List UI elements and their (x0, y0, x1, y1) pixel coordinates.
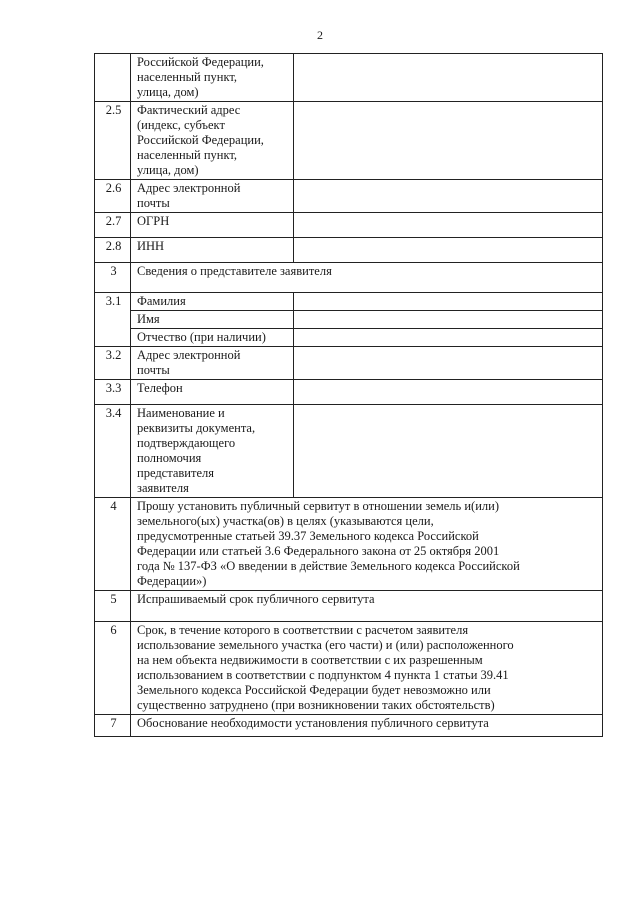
field-label: ОГРН (131, 213, 294, 238)
section-row (95, 263, 603, 293)
table-row (95, 380, 603, 405)
row-number: 4 (95, 498, 131, 591)
section-row (95, 498, 603, 591)
justification-heading: Обоснование необходимости установления публичного сервитута (131, 715, 603, 737)
table-row (95, 311, 603, 329)
field-value[interactable] (294, 54, 603, 102)
field-value[interactable] (294, 213, 603, 238)
table-row (95, 213, 603, 238)
table-row (95, 102, 603, 180)
field-value[interactable] (294, 102, 603, 180)
field-label: Наименование и реквизиты документа, подтверждающего полномочия представителя заявителя (131, 405, 294, 498)
field-value[interactable] (294, 405, 603, 498)
row-number: 2.7 (95, 213, 131, 238)
field-value[interactable] (294, 380, 603, 405)
field-label: Адрес электронной почты (131, 347, 294, 380)
servitude-term-heading: Испрашиваемый срок публичного сервитута (131, 591, 603, 622)
usage-restriction-text: Срок, в течение которого в соответствии с расчетом заявителя использование земельного участка (его части) и (или) расположенного на нем объекта недвижимости в соответствии с их разрешенным использованием в соответствии с подпунктом 4 пункта 1 статьи 39.41 Земельного кодекса Российской Федерации будет невозможно или существенно затруднено (при возникновении таких обстоятельств) (131, 622, 603, 715)
table-row (95, 54, 603, 102)
row-number: 3.3 (95, 380, 131, 405)
row-number: 3 (95, 263, 131, 293)
table-row (95, 238, 603, 263)
field-label-surname: Фамилия (131, 293, 294, 311)
table-row (95, 293, 603, 311)
field-value[interactable] (294, 180, 603, 213)
field-label-name: Имя (131, 311, 294, 329)
section-heading: Сведения о представителе заявителя (131, 263, 603, 293)
field-label: ИНН (131, 238, 294, 263)
application-form-table (94, 53, 603, 737)
field-value-patronymic[interactable] (294, 329, 603, 347)
row-number: 6 (95, 622, 131, 715)
request-text: Прошу установить публичный сервитут в отношении земель и(или) земельного(ых) участка(ов) в целях (указываются цели, предусмотренные статьей 39.37 Земельного кодекса Российской Федерации или статьей 3.6 Федерального закона от 25 октября 2001 года № 137-ФЗ «О введении в действие Земельного кодекса Российской Федерации») (131, 498, 603, 591)
section-row (95, 715, 603, 737)
row-number: 3.2 (95, 347, 131, 380)
table-row (95, 180, 603, 213)
row-number: 5 (95, 591, 131, 622)
section-row (95, 622, 603, 715)
page-number: 2 (317, 28, 323, 42)
table-row (95, 347, 603, 380)
field-label-patronymic: Отчество (при наличии) (131, 329, 294, 347)
row-number: 2.8 (95, 238, 131, 263)
row-number: 3.4 (95, 405, 131, 498)
field-value[interactable] (294, 347, 603, 380)
row-number: 7 (95, 715, 131, 737)
field-label: Фактический адрес (индекс, субъект Российской Федерации, населенный пункт, улица, дом) (131, 102, 294, 180)
row-number: 2.5 (95, 102, 131, 180)
field-label: Адрес электронной почты (131, 180, 294, 213)
table-row (95, 405, 603, 498)
field-value-surname[interactable] (294, 293, 603, 311)
row-number (95, 54, 131, 102)
field-label: Российской Федерации, населенный пункт, улица, дом) (131, 54, 294, 102)
field-label: Телефон (131, 380, 294, 405)
table-row (95, 329, 603, 347)
field-value[interactable] (294, 238, 603, 263)
section-row (95, 591, 603, 622)
row-number: 3.1 (95, 293, 131, 347)
row-number: 2.6 (95, 180, 131, 213)
field-value-name[interactable] (294, 311, 603, 329)
